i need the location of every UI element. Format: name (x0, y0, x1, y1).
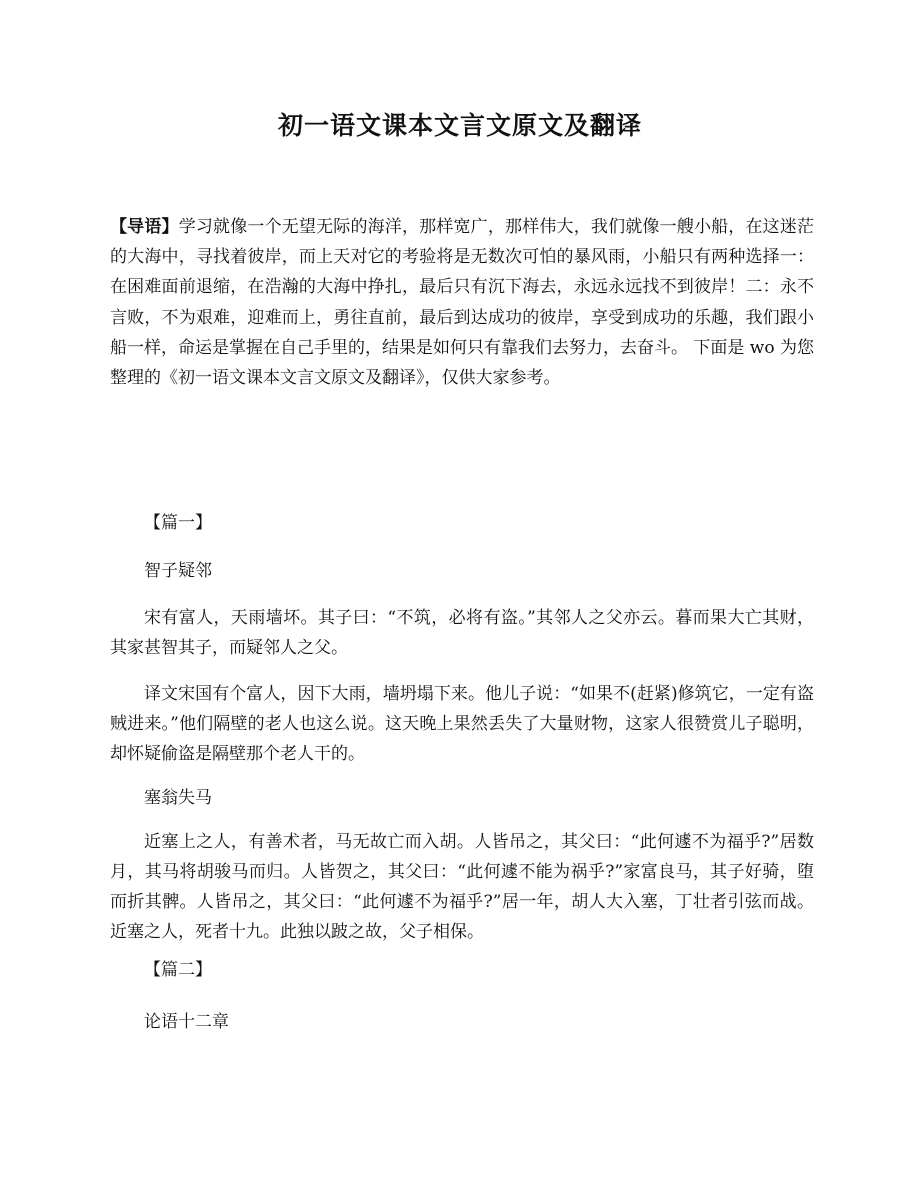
story-title-zhizi: 智子疑邻 (144, 561, 212, 581)
intro-lead-label: 【导语】 (110, 217, 179, 237)
intro-paragraph (110, 212, 814, 393)
story-title-lunyu: 论语十二章 (144, 1012, 229, 1032)
story-original-saiweng: 近塞上之人，有善术者，马无故亡而入胡。人皆吊之，其父曰：“此何遽不为福乎?”居数月，其马将胡骏马而归。人皆贺之，其父曰：“此何遽不能为祸乎?”家富良马，其子好骑，堕而折其髀。人皆吊之，其父曰：“此何遽不为福乎?”居一年，胡人大入塞，丁壮者引弦而战。近塞之人，死者十九。此独以跛之故，父子相保。 (110, 832, 814, 942)
story-title-saiweng: 塞翁失马 (144, 788, 212, 808)
story-translation-zhizi: 译文宋国有个富人，因下大雨，墙坍塌下来。他儿子说：“如果不(赶紧)修筑它，一定有盗贼进来。”他们隔壁的老人也这么说。这天晚上果然丢失了大量财物，这家人很赞赏儿子聪明，却怀疑偷盗是隔壁那个老人干的。 (110, 684, 814, 764)
section-label-2: 【篇二】 (144, 960, 212, 980)
intro-text: 学习就像一个无望无际的海洋，那样宽广，那样伟大，我们就像一艘小船，在这迷茫的大海中，寻找着彼岸，而上天对它的考验将是无数次可怕的暴风雨，小船只有两种选择一：在困难面前退缩，在浩瀚的大海中挣扎，最后只有沉下海去，永远永远找不到彼岸！二：永不言败，不为艰难，迎难而上，勇往直前，最后到达成功的彼岸，享受到成功的乐趣，我们跟小船一样，命运是掌握在自己手里的，结果是如何只有靠我们去努力，去奋斗。 下面是 wo 为您整理的《初一语文课本文言文原文及翻译》，仅供大家参考。 (110, 217, 815, 389)
section-label-1: 【篇一】 (144, 513, 212, 533)
story-original-zhizi: 宋有富人，天雨墙坏。其子曰：“不筑，必将有盗。”其邻人之父亦云。暮而果大亡其财，其家甚智其子，而疑邻人之父。 (110, 608, 814, 658)
document-title: 初一语文课本文言文原文及翻译 (277, 111, 642, 140)
